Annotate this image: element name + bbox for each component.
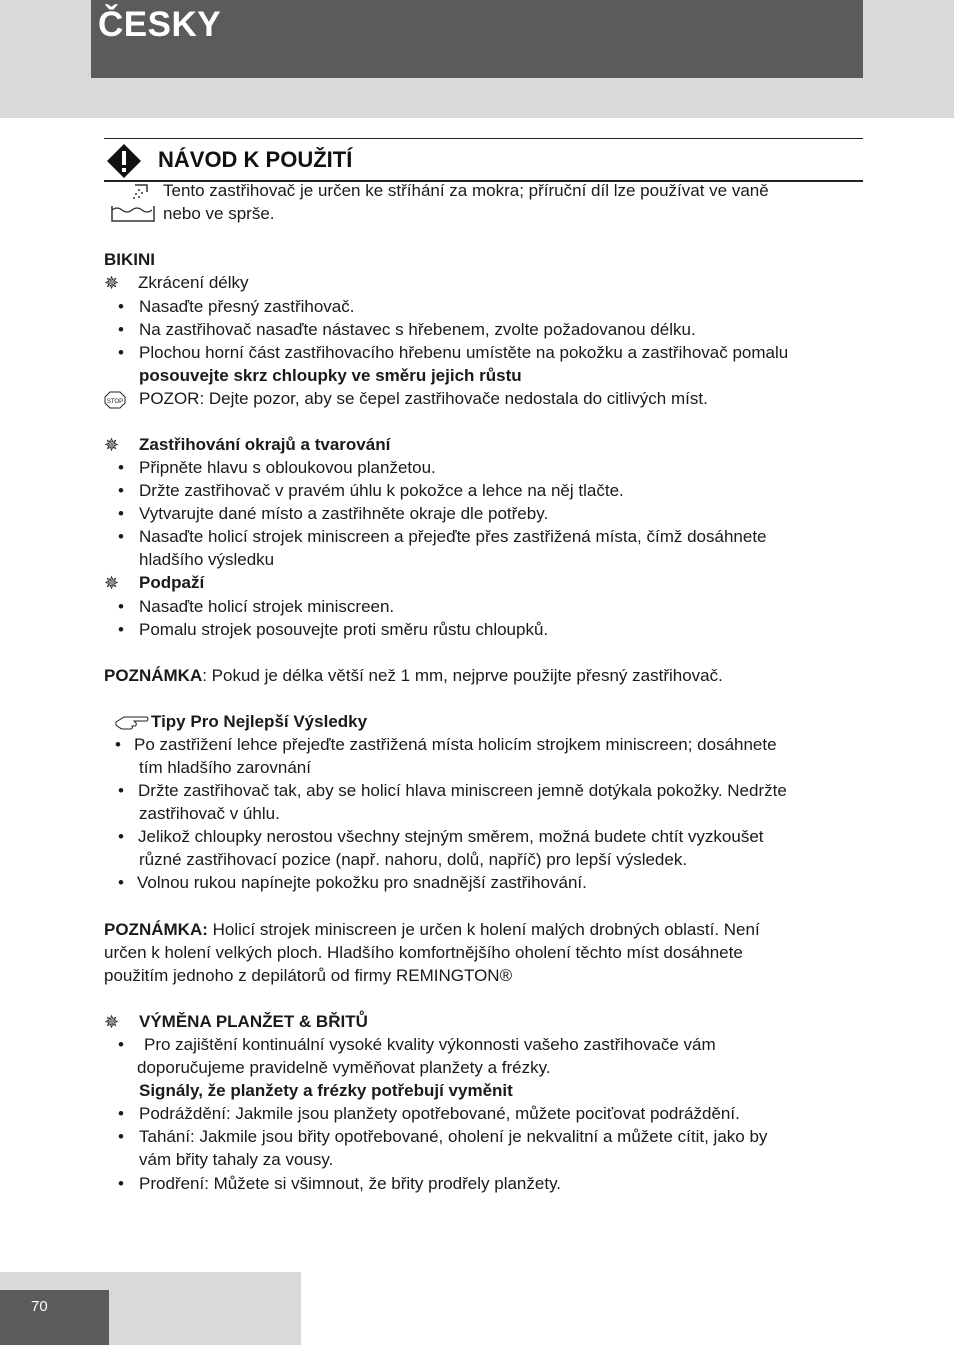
list-item: Prodření: Můžete si všimnout, že břity prodřely planžety. bbox=[139, 1174, 562, 1193]
list-item: Na zastřihovač nasaďte nástavec s hřebenem, zvolte požadovanou délku. bbox=[139, 320, 696, 339]
note-1 bbox=[104, 666, 723, 686]
list-item-cont: vám břity tahaly za vousy. bbox=[139, 1150, 334, 1169]
bullet: • bbox=[118, 1104, 124, 1123]
bullet: • bbox=[118, 481, 124, 500]
list-item-cont: doporučujeme pravidelně vyměňovat planžety a frézky. bbox=[137, 1058, 551, 1077]
list-item: Pro zajištění kontinuální vysoké kvality výkonnosti vašeho zastřihovače vám bbox=[144, 1035, 716, 1054]
bullet: • bbox=[118, 320, 124, 339]
bullet: • bbox=[118, 458, 124, 477]
section-title: NÁVOD K POUŽITÍ bbox=[158, 147, 353, 172]
tips-heading: Tipy Pro Nejlepší Výsledky bbox=[151, 712, 368, 731]
list-item: Nasaďte holicí strojek miniscreen a přejeďte přes zastřižená místa, čímž dosáhnete bbox=[139, 527, 767, 546]
svg-text:STOP: STOP bbox=[106, 399, 124, 405]
list-item: Vytvarujte dané místo a zastřihněte okraje dle potřeby. bbox=[139, 504, 549, 523]
note-2-line-1 bbox=[104, 920, 760, 940]
list-item-cont: různé zastřihovací pozice (např. nahoru, dolů, napříč) pro lepší výsledek. bbox=[139, 850, 688, 869]
bullet: • bbox=[118, 1174, 124, 1193]
star-icon: ✵ bbox=[104, 435, 120, 455]
list-item: Tahání: Jakmile jsou břity opotřebované, oholení je nekvalitní a můžete cítit, jako by bbox=[139, 1127, 768, 1146]
list-item: Pomalu strojek posouvejte proti směru růstu chloupků. bbox=[139, 620, 549, 639]
star-icon: ✵ bbox=[104, 1012, 120, 1032]
note-label: POZNÁMKA bbox=[104, 666, 203, 685]
stop-icon bbox=[104, 391, 126, 409]
note-text: : Pokud je délka větší než 1 mm, nejprve použijte přesný zastřihovač. bbox=[202, 666, 723, 685]
replace-signals-heading: Signály, že planžety a frézky potřebují vyměnit bbox=[139, 1081, 513, 1100]
bikini-sub-heading: Zkrácení délky bbox=[138, 273, 249, 292]
list-item: Jelikož chloupky nerostou všechny stejným směrem, možná budete chtít vyzkoušet bbox=[138, 827, 764, 846]
list-item-bold-cont: posouvejte skrz chloupky ve směru jejich růstu bbox=[139, 366, 522, 385]
warning-icon bbox=[106, 143, 142, 179]
note-text: Holicí strojek miniscreen je určen k holení malých drobných oblastí. Není bbox=[207, 920, 760, 939]
bikini-heading: BIKINI bbox=[104, 250, 155, 269]
replace-heading: VÝMĚNA PLANŽET & BŘITŮ bbox=[139, 1012, 368, 1031]
list-item: Podráždění: Jakmile jsou planžety opotřebované, můžete pociťovat podráždění. bbox=[139, 1104, 740, 1123]
intro-line-1: Tento zastřihovač je určen ke stříhání za mokra; příruční díl lze používat ve vaně bbox=[163, 181, 769, 200]
star-icon: ✵ bbox=[104, 573, 120, 593]
list-item: Plochou horní část zastřihovacího hřebenu umístěte na pokožku a zastřihovač pomalu bbox=[139, 343, 789, 362]
list-item: Volnou rukou napínejte pokožku pro snadnější zastřihování. bbox=[137, 873, 587, 892]
list-item: Připněte hlavu s obloukovou planžetou. bbox=[139, 458, 436, 477]
header-bar bbox=[91, 0, 863, 78]
list-item-cont: zastřihovač v úhlu. bbox=[139, 804, 280, 823]
bullet: • bbox=[118, 527, 124, 546]
star-icon: ✵ bbox=[104, 273, 120, 293]
list-item-cont: hladšího výsledku bbox=[139, 550, 275, 569]
bullet: • bbox=[118, 1127, 124, 1146]
bullet: • bbox=[118, 297, 124, 316]
bullet: • bbox=[118, 1035, 124, 1054]
page-number: 70 bbox=[31, 1298, 48, 1315]
list-item: Nasaďte přesný zastřihovač. bbox=[139, 297, 355, 316]
bullet: • bbox=[115, 735, 121, 754]
bullet: • bbox=[118, 504, 124, 523]
note-2-line-3: použitím jednoho z depilátorů od firmy REMINGTON® bbox=[104, 966, 513, 985]
edging-heading: Zastřihování okrajů a tvarování bbox=[139, 435, 391, 454]
list-item: Držte zastřihovač v pravém úhlu k pokožce a lehce na něj tlačte. bbox=[139, 481, 624, 500]
intro-line-2: nebo ve sprše. bbox=[163, 204, 275, 223]
page-title: ČESKY bbox=[98, 5, 222, 44]
shower-bath-icon bbox=[109, 182, 157, 224]
bullet: • bbox=[118, 827, 124, 846]
underarm-heading: Podpaží bbox=[139, 573, 205, 592]
list-item: Držte zastřihovač tak, aby se holicí hlava miniscreen jemně dotýkala pokožky. Nedržte bbox=[138, 781, 787, 800]
pointing-hand-icon bbox=[114, 712, 150, 732]
bullet: • bbox=[118, 343, 124, 362]
note-2-line-2: určen k holení velkých ploch. Hladšího komfortnějšího oholení těchto míst dosáhnete bbox=[104, 943, 743, 962]
note-label: POZNÁMKA: bbox=[104, 920, 208, 939]
bullet: • bbox=[118, 620, 124, 639]
section-rule-top bbox=[104, 138, 863, 139]
caution-text: POZOR: Dejte pozor, aby se čepel zastřihovače nedostala do citlivých míst. bbox=[139, 389, 708, 408]
bullet: • bbox=[118, 873, 124, 892]
list-item: Po zastřižení lehce přejeďte zastřižená místa holicím strojkem miniscreen; dosáhnete bbox=[134, 735, 777, 754]
list-item: Nasaďte holicí strojek miniscreen. bbox=[139, 597, 395, 616]
page-number-box bbox=[0, 1290, 109, 1345]
bullet: • bbox=[118, 597, 124, 616]
bullet: • bbox=[118, 781, 124, 800]
list-item-cont: tím hladšího zarovnání bbox=[139, 758, 311, 777]
